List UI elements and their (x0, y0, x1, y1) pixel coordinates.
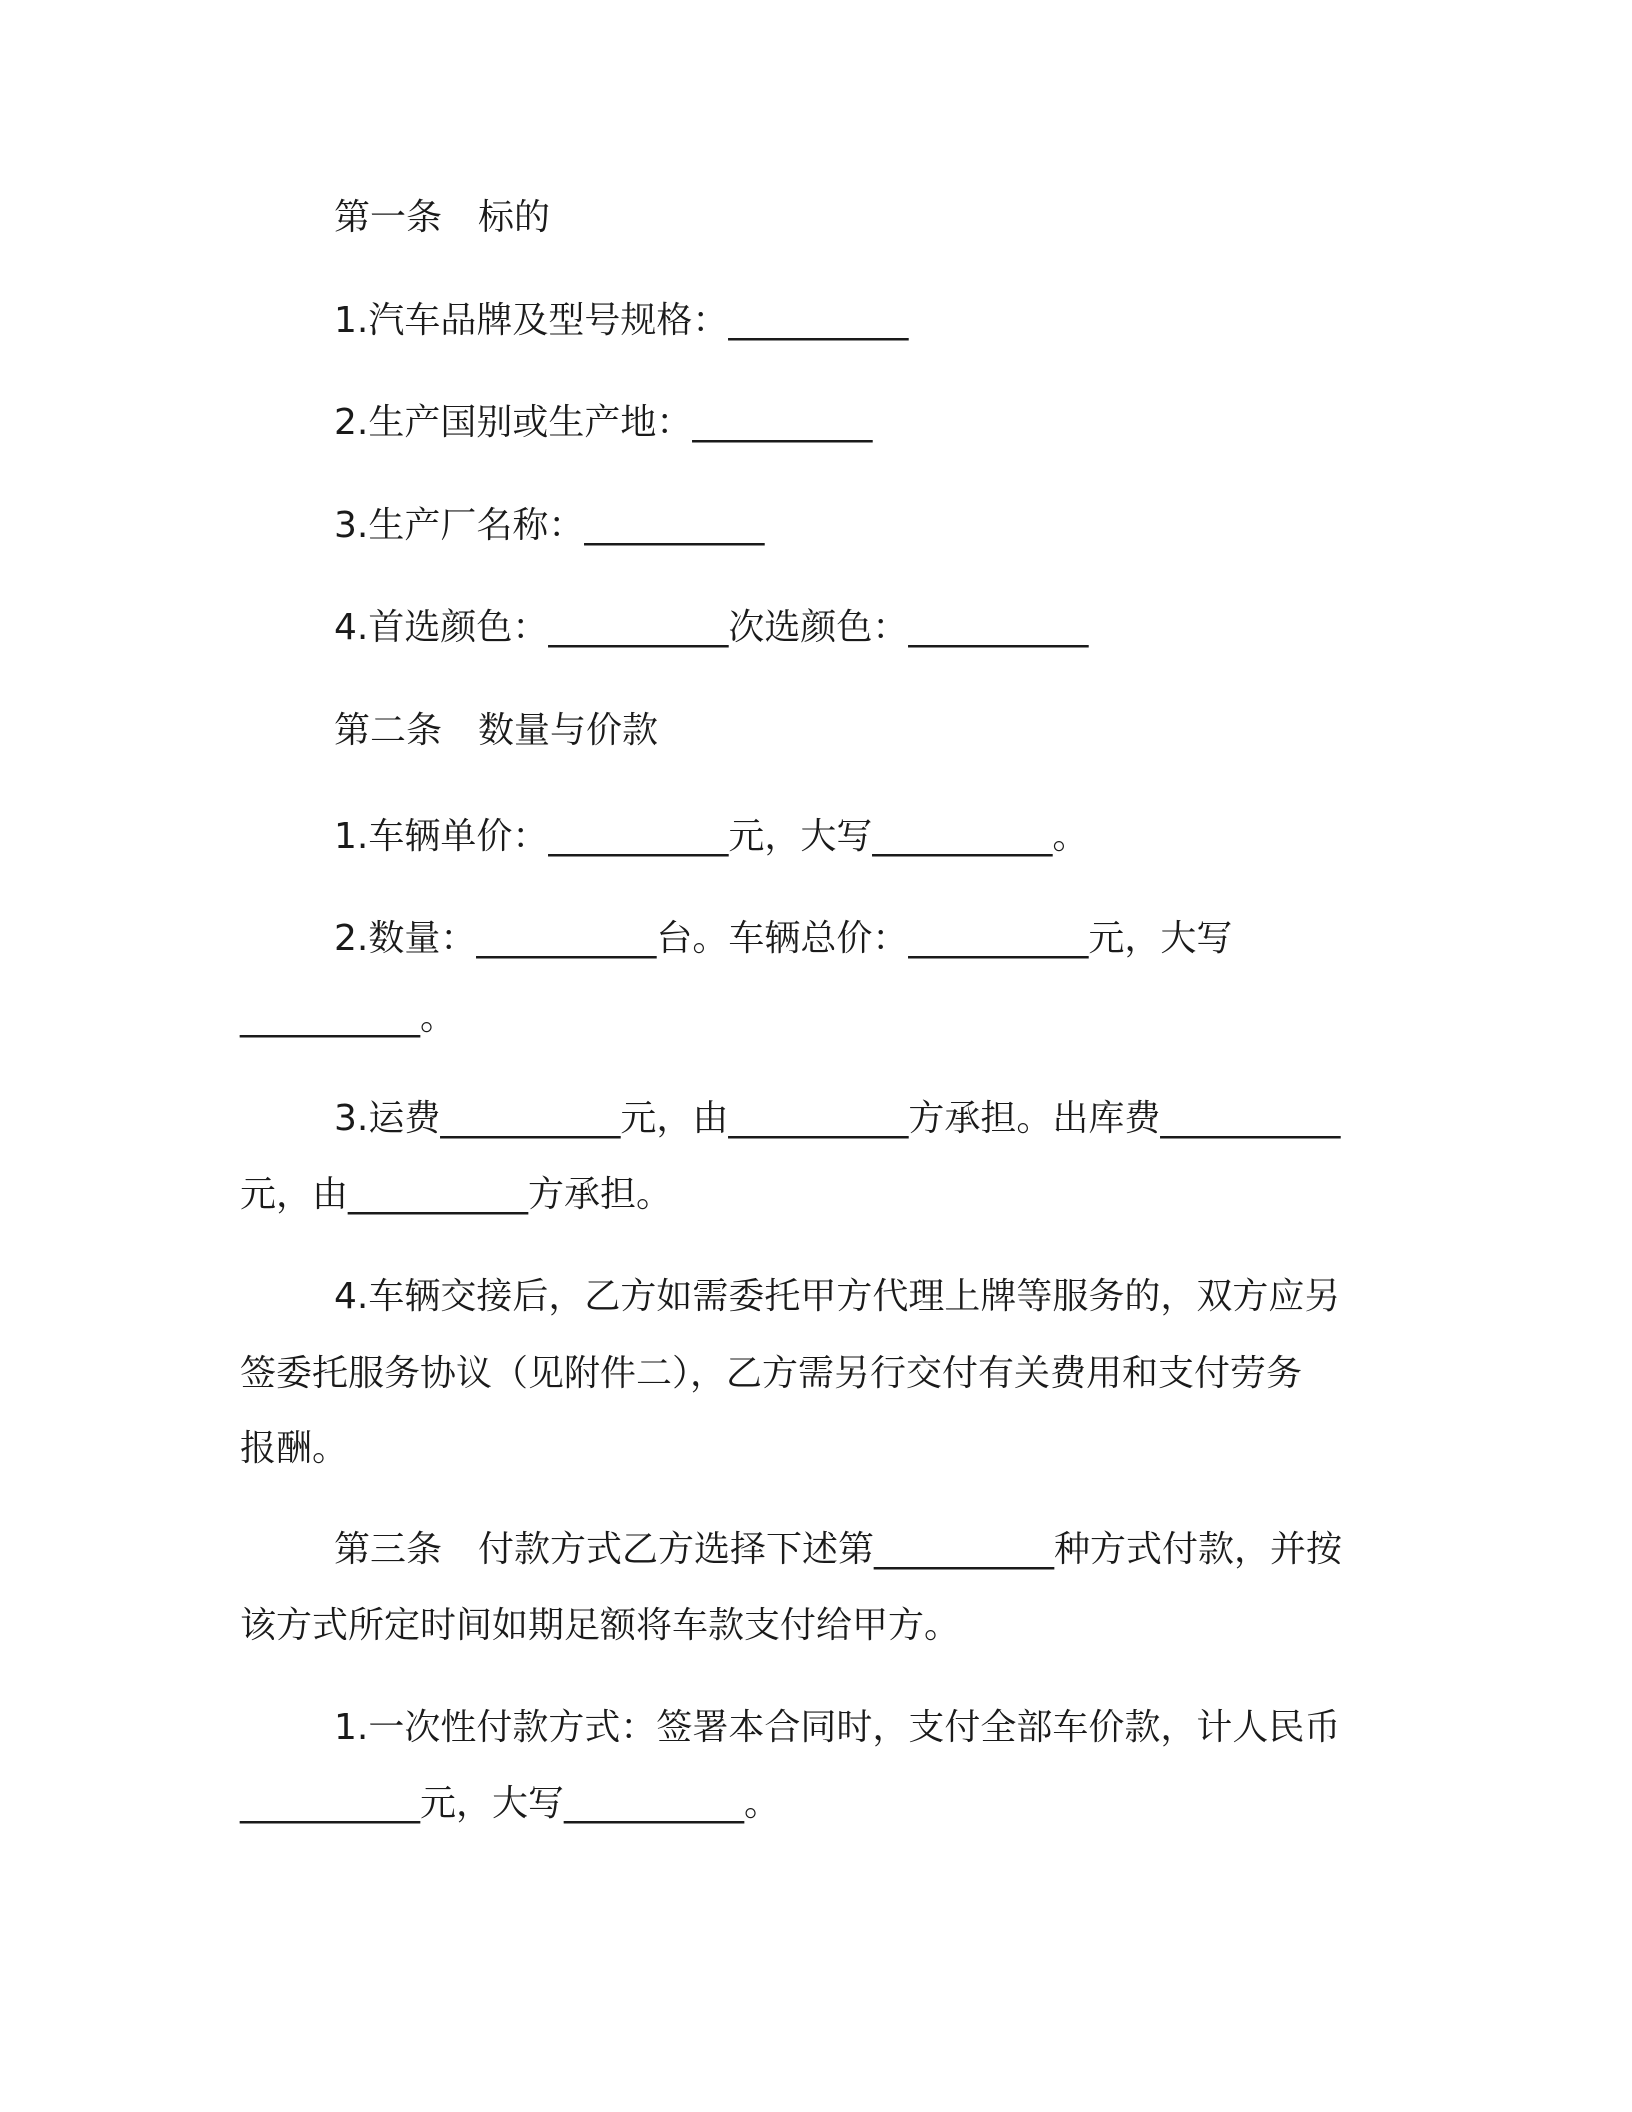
article-2-heading: 第二条 数量与价款 (334, 710, 659, 751)
clause-2-2-line-2: __________。 (240, 997, 457, 1038)
clause-1-3: 3.生产厂名称：__________ (334, 505, 765, 546)
clause-2-3-line-2: 元，由__________方承担。 (240, 1174, 673, 1215)
clause-3-1-line-2: __________元，大写__________。 (240, 1783, 781, 1824)
article-1-heading: 第一条 标的 (334, 197, 551, 238)
clause-2-4-line-1: 4.车辆交接后，乙方如需委托甲方代理上牌等服务的，双方应另 (334, 1276, 1341, 1317)
article-3-line-2: 该方式所定时间如期足额将车款支付给甲方。 (240, 1605, 961, 1646)
clause-2-1: 1.车辆单价：__________元，大写__________。 (334, 816, 1089, 857)
clause-1-1: 1.汽车品牌及型号规格：__________ (334, 300, 909, 341)
clause-2-3-line-1: 3.运费__________元，由__________方承担。出库费__________ (334, 1098, 1341, 1139)
clause-1-2: 2.生产国别或生产地：__________ (334, 402, 873, 443)
clause-1-4: 4.首选颜色：__________次选颜色：__________ (334, 607, 1089, 648)
clause-3-1-line-1: 1.一次性付款方式：签署本合同时，支付全部车价款，计人民币 (334, 1707, 1341, 1748)
clause-2-4-line-3: 报酬。 (240, 1428, 349, 1469)
clause-2-2-line-1: 2.数量：__________台。车辆总价：__________元，大写 (334, 918, 1233, 959)
article-3-line-1: 第三条 付款方式乙方选择下述第__________种方式付款，并按 (334, 1529, 1343, 1570)
clause-2-4-line-2: 签委托服务协议（见附件二），乙方需另行交付有关费用和支付劳务 (240, 1353, 1303, 1394)
